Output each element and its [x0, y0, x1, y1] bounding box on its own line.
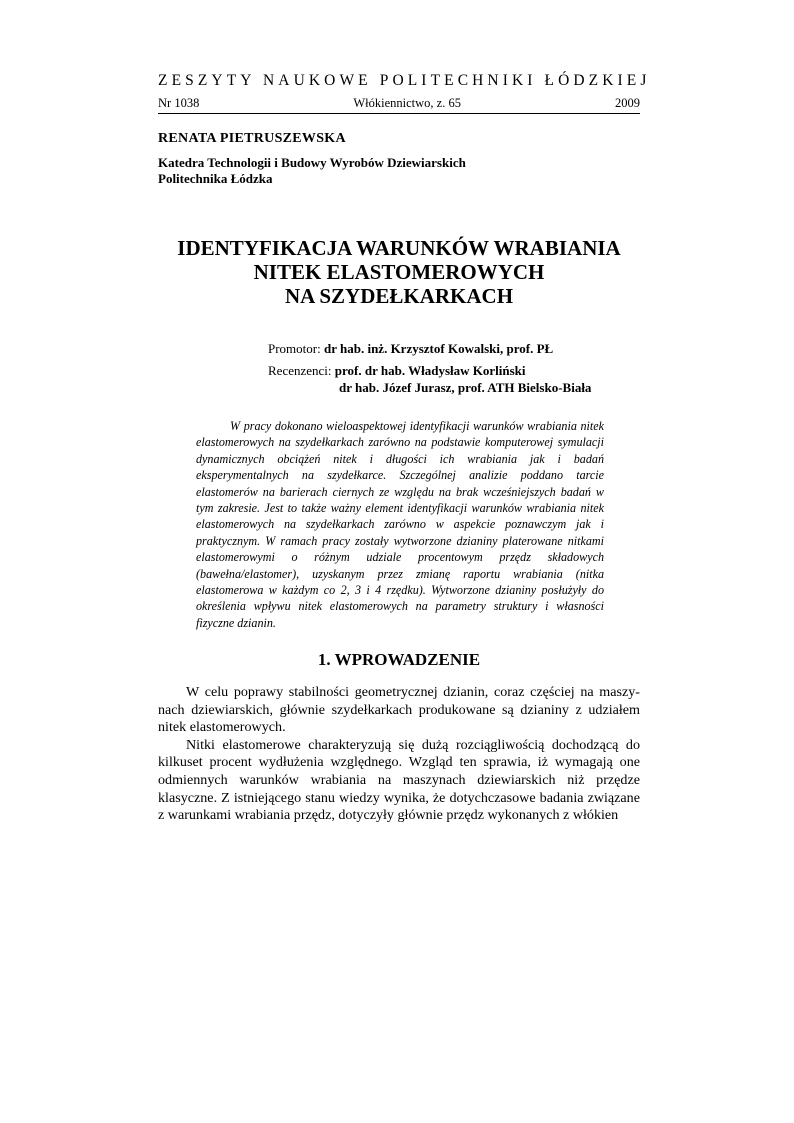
abstract: W pracy dokonano wieloaspektowej identyfikacji warunków wrabiania nitek elastomerowych na szydełkarkach zarówno na podstawie komputerowej symulacji dynamicznych obciążeń nitek i długości ich wrabiania jak i badań eksperymentalnych na szydełkarce. Szczególnej analizie poddano tarcie elastomerów na barierach ciernych ze względu na brak wcześniejszych badań w tym zakresie. Jest to także ważny element identyfikacji warunków wrabiania nitek elastomerowych na szydełkarkach zarówno w aspekcie poznawczym jak i praktycznym. W ramach pracy zostały wytworzone dzianiny platerowane nitkami elastomerowymi o różnym udziale procentowym przędz składowych (bawełna/elastomer), uzyskanym przez zmianę raportu wrabiania (nitka elastomerowa w każdym co 2, 3 i 4 rzędku). Wytworzone dzianiny posłużyły do określenia wpływu nitek elastomerowych na parametry struktury i własności fizyczne dzianin. — [196, 419, 604, 630]
issue-year: 2009 — [614, 96, 640, 110]
title-line: NITEK ELASTOMEROWYCH — [253, 260, 545, 284]
promotor-name: dr hab. inż. Krzysztof Kowalski, prof. PŁ — [323, 341, 554, 356]
title-line: IDENTYFIKACJA WARUNKÓW WRABIANIA — [177, 236, 621, 260]
section-heading: 1. WPROWADZENIE — [317, 650, 481, 669]
reviewers-label: Recenzenci: — [268, 363, 332, 378]
header-rule — [158, 113, 640, 114]
university: Politechnika Łódzka — [158, 171, 273, 186]
issue-meta — [158, 96, 640, 111]
paragraph: W celu poprawy stabilności geometrycznej dzianin, coraz częściej na maszy-nach dziewiarskich, głównie szydełkarkach produkowane są dzianiny z udziałem nitek elastomerowych. — [158, 684, 640, 736]
reviewers — [268, 363, 526, 379]
paragraph: Nitki elastomerowe charakteryzują się dużą rozciągliwością dochodzącą do kilkuset procent wydłużenia względnego. Wzgląd ten sprawia, iż wymagają one odmiennych warunków wrabiania na maszynach dziewiarskich niż przędze klasyczne. Z istniejącego stanu wiedzy wynika, że dotychczasowe badania związane z warunkami wrabiania przędz, dotyczyły głównie przędz wykonanych z włókien — [158, 736, 640, 824]
reviewer-2: dr hab. Józef Jurasz, prof. ATH Bielsko-Biała — [339, 380, 592, 395]
issue-series: Włókiennictwo, z. 65 — [353, 96, 461, 110]
reviewer-1: prof. dr hab. Władysław Korliński — [334, 363, 526, 378]
issue-number: Nr 1038 — [158, 96, 200, 110]
title-line: NA SZYDEŁKARKACH — [284, 284, 514, 308]
author-affiliation — [158, 155, 466, 187]
paper-title — [158, 236, 640, 308]
promotor-label: Promotor: — [268, 341, 321, 356]
author-name: RENATA PIETRUSZEWSKA — [158, 131, 346, 146]
promotor — [268, 341, 553, 357]
department: Katedra Technologii i Budowy Wyrobów Dziewiarskich — [158, 155, 466, 170]
journal-name: ZESZYTY NAUKOWE POLITECHNIKI ŁÓDZKIEJ — [158, 72, 651, 89]
body-text — [158, 684, 640, 825]
